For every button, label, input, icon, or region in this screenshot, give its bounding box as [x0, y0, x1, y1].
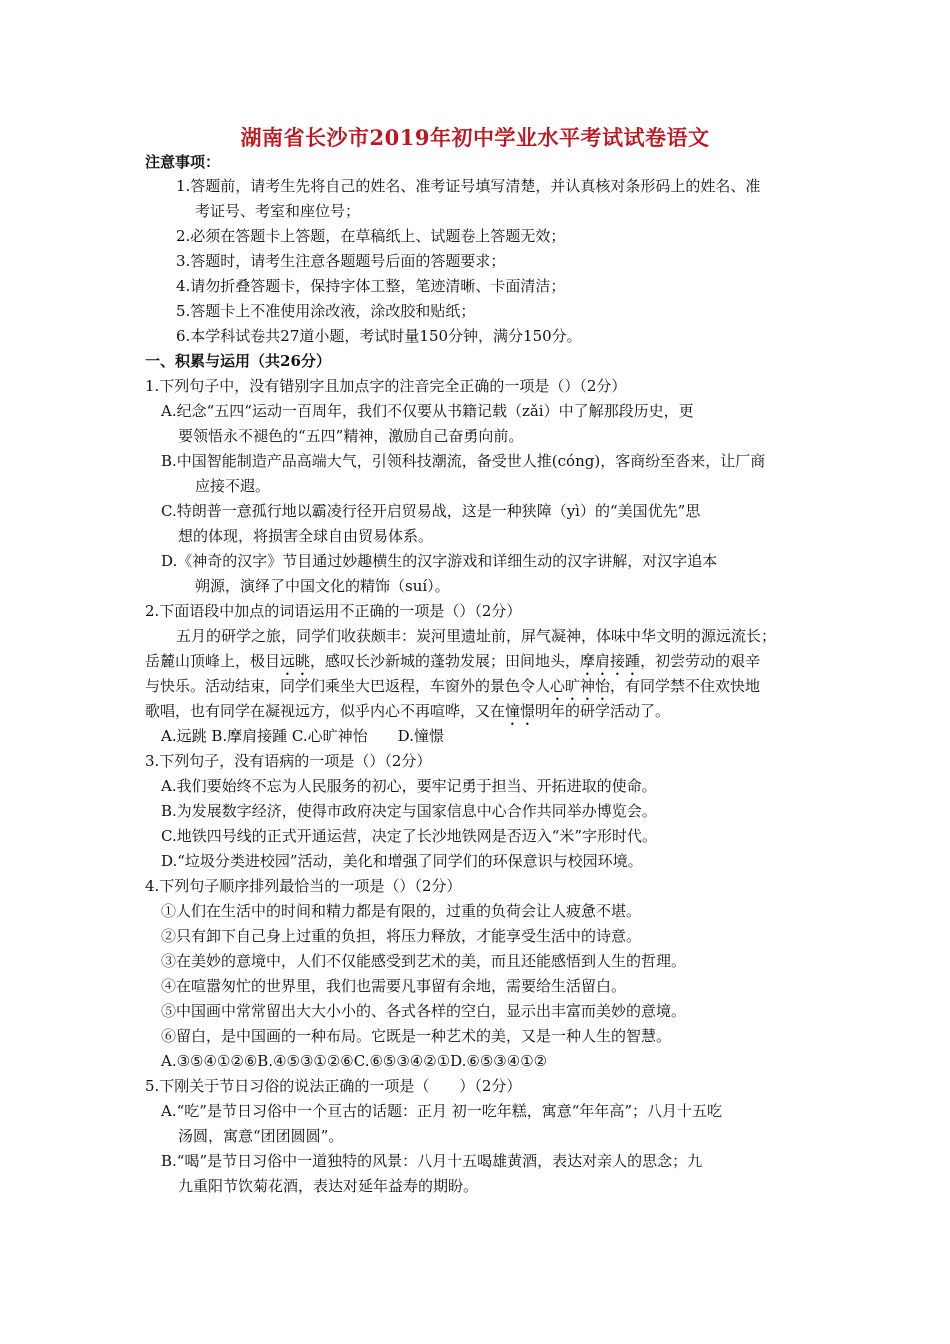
q1-option-c-cont: 想的体现，将损害全球自由贸易体系。	[178, 527, 434, 545]
q4-sentence-5: ⑤中国画中常常留出大大小小的、各式各样的空白，显示出丰富而美妙的意境。	[161, 1002, 687, 1020]
q1-option-b: B.中国智能制造产品高端大气，引领科技潮流，备受世人推(cóng)，客商纷至沓来，让厂商	[161, 452, 766, 470]
q1-option-d-cont: 朔源，演绎了中国文化的精饰（suí）。	[195, 577, 450, 595]
dotted-word-2: 摩肩接踵	[580, 652, 641, 670]
q2-stem: 2.下面语段中加点的词语运用不正确的一项是（）（2分）	[145, 602, 522, 620]
notice-item-5: 5.答题卡上不准使用涂改液，涂改胶和贴纸；	[176, 302, 476, 320]
q4-sentence-3: ③在美妙的意境中，人们不仅能感受到艺术的美，而且还能感悟到人生的哲理。	[161, 952, 687, 970]
notice-item-2: 2.必须在答题卡上答题，在草稿纸上、试题卷上答题无效；	[176, 227, 566, 245]
q4-sentence-4: ④在喧嚣匆忙的世界里，我们也需要凡事留有余地，需要给生活留白。	[161, 977, 627, 995]
q1-option-a-cont: 要领悟永不褪色的“五四”精神，激励自己奋勇向前。	[178, 427, 524, 445]
q2-passage-line-2: 岳麓山顶峰上，极目远眺，感叹长沙新城的蓬勃发展；田间地头，摩肩接踵，初尝劳动的艰辛	[145, 652, 761, 670]
dotted-word-1: 远眺	[280, 652, 311, 670]
notice-item-3: 3.答题时，请考生注意各题题号后面的答题要求；	[176, 252, 506, 270]
q1-option-d: D.《神奇的汉字》节目通过妙趣横生的汉字游戏和详细生动的汉字讲解，对汉字追本	[161, 552, 718, 570]
notice-heading: 注意事项：	[145, 153, 221, 171]
dotted-word-4: 憧憬	[505, 702, 536, 720]
q4-stem: 4.下列句子顺序排列最恰当的一项是（）（2分）	[145, 877, 462, 895]
notice-item-1: 1.答题前，请考生先将自己的姓名、准考证号填写清楚，并认真核对条形码上的姓名、准	[176, 177, 761, 195]
q5-option-b: B.“喝”是节日习俗中一道独特的风景：八月十五喝雄黄酒，表达对亲人的思念；九	[161, 1152, 703, 1170]
q5-option-b-cont: 九重阳节饮菊花酒，表达对延年益寿的期盼。	[178, 1177, 479, 1195]
q3-option-d: D.“垃圾分类进校园”活动，美化和增强了同学们的环保意识与校园环境。	[161, 852, 643, 870]
q1-stem: 1.下列句子中，没有错别字且加点字的注音完全正确的一项是（）（2分）	[145, 377, 627, 395]
notice-item-4: 4.请勿折叠答题卡，保持字体工整，笔迹清晰、卡面清洁；	[176, 277, 566, 295]
q3-stem: 3.下列句子，没有语病的一项是（）（2分）	[145, 752, 432, 770]
dotted-word-3: 心旷神怡	[550, 677, 611, 695]
q3-option-a: A.我们要始终不忘为人民服务的初心，要牢记勇于担当、开拓进取的使命。	[161, 777, 657, 795]
q1-option-a: A.纪念“五四“运动一百周年，我们不仅要从书籍记载（zǎi）中了解那段历史，更	[161, 402, 694, 420]
q3-option-b: B.为发展数字经济，使得市政府决定与国家信息中心合作共同举办博览会。	[161, 802, 657, 820]
q2-passage-line-1: 五月的研学之旅，同学们收获颇丰：炭河里遗址前，屏气凝神，体味中华文明的源远流长；	[176, 627, 777, 645]
exam-title: 湖南省长沙市2019年初中学业水平考试试卷语文	[240, 125, 710, 150]
q4-sentence-6: ⑥留白，是中国画的一种布局。它既是一种艺术的美，又是一种人生的智慧。	[161, 1027, 672, 1045]
q2-passage-line-3: 与快乐。活动结束，同学们乘坐大巴返程，车窗外的景色令人心旷神怡，有同学禁不住欢快地	[145, 677, 761, 695]
q2-options: A.远跳 B.摩肩接踵 C.心旷神怡 D.憧憬	[161, 727, 444, 745]
q2-passage-line-4: 歌唱，也有同学在凝视远方，似乎内心不再喧哗，又在憧憬明年的研学活动了。	[145, 702, 671, 720]
q3-option-c: C.地铁四号线的正式开通运营，决定了长沙地铁网是否迈入“米”字形时代。	[161, 827, 658, 845]
q4-sentence-1: ①人们在生活中的时间和精力都是有限的，过重的负荷会让人疲惫不堪。	[161, 902, 642, 920]
section-heading: 一、积累与运用（共26分）	[145, 352, 331, 370]
q4-sentence-2: ②只有卸下自己身上过重的负担，将压力释放，才能享受生活中的诗意。	[161, 927, 642, 945]
q5-option-a: A.“吃”是节日习俗中一个亘古的话题：正月 初一吃年糕，寓意“年年高”；八月十五吃	[161, 1102, 723, 1120]
q5-option-a-cont: 汤圆，寓意“团团圆圆”。	[178, 1127, 344, 1145]
notice-item-1-cont: 考证号、考室和座位号；	[195, 202, 361, 220]
q4-options: A.③⑤④①②⑥B.④⑤③①②⑥C.⑥⑤③④②①D.⑥⑤③④①②	[161, 1052, 548, 1070]
q5-stem: 5.下刚关于节日习俗的说法正确的一项是（ ）（2分）	[145, 1077, 522, 1095]
notice-item-6: 6.本学科试卷共27道小题，考试时量150分钟，满分150分。	[176, 327, 582, 345]
q1-option-b-cont: 应接不遐。	[195, 477, 271, 495]
q1-option-c: C.特朗普一意孤行地以霸凌行径开启贸易战，这是一种狭障（yì）的“美国优先”思	[161, 502, 701, 520]
